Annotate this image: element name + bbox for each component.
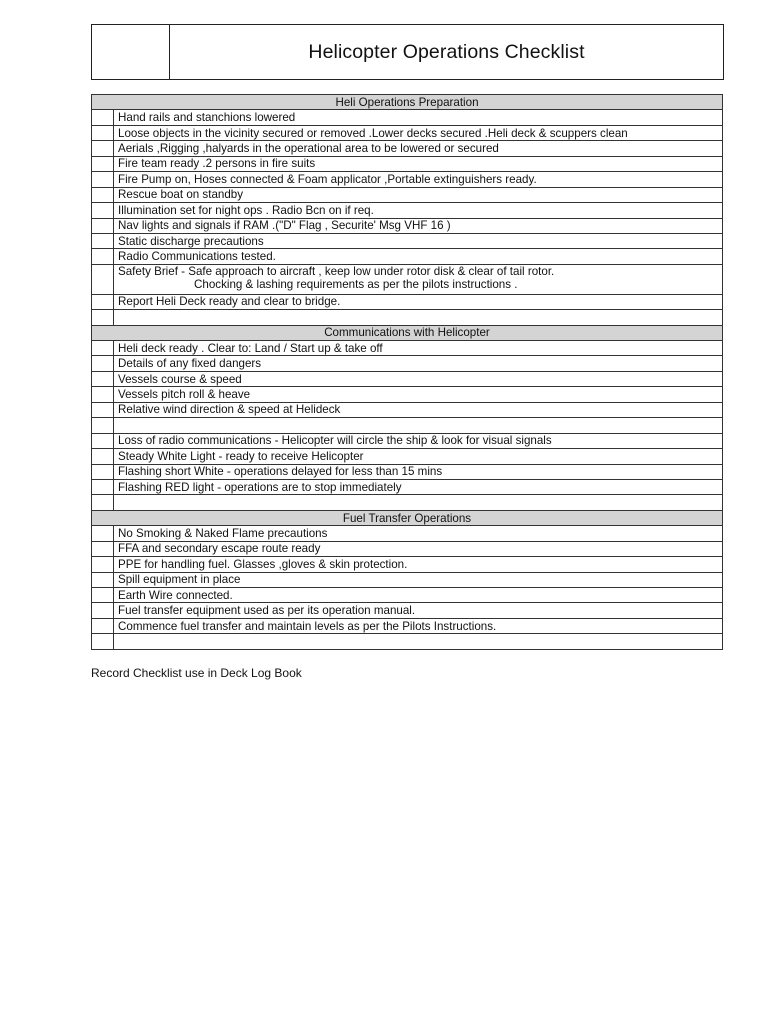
checklist-row xyxy=(92,233,723,248)
checklist-row xyxy=(92,156,723,171)
checkbox-cell[interactable] xyxy=(92,203,114,218)
checkbox-cell[interactable] xyxy=(92,310,114,325)
checkbox-cell[interactable] xyxy=(92,402,114,417)
checklist-row xyxy=(92,402,723,417)
blank-row xyxy=(92,495,723,510)
checklist-item: Aerials ,Rigging ,halyards in the operational area to be lowered or secured xyxy=(114,141,723,156)
checkbox-cell[interactable] xyxy=(92,495,114,510)
checklist-row xyxy=(92,572,723,587)
checkbox-cell[interactable] xyxy=(92,294,114,309)
checklist-item: Loose objects in the vicinity secured or removed .Lower decks secured .Heli deck & scuppers clean xyxy=(114,125,723,140)
checklist-row xyxy=(92,294,723,309)
checklist-item: FFA and secondary escape route ready xyxy=(114,541,723,556)
checklist-row xyxy=(92,479,723,494)
checklist-row-safety-brief xyxy=(92,264,723,294)
checklist-row xyxy=(92,125,723,140)
checklist-row xyxy=(92,249,723,264)
checklist-item: Relative wind direction & speed at Helideck xyxy=(114,402,723,417)
document-header xyxy=(91,24,724,80)
checkbox-cell[interactable] xyxy=(92,218,114,233)
checklist-item: Fuel transfer equipment used as per its operation manual. xyxy=(114,603,723,618)
checklist-item: Details of any fixed dangers xyxy=(114,356,723,371)
safety-brief-line1: Safety Brief - Safe approach to aircraft , keep low under rotor disk & clear of tail rotor. xyxy=(118,264,555,278)
checklist-row xyxy=(92,449,723,464)
checkbox-cell[interactable] xyxy=(92,233,114,248)
section-heading: Fuel Transfer Operations xyxy=(92,510,723,525)
checklist-item: Static discharge precautions xyxy=(114,233,723,248)
checklist-item: PPE for handling fuel. Glasses ,gloves & skin protection. xyxy=(114,557,723,572)
blank-cell xyxy=(114,634,723,649)
blank-cell xyxy=(114,310,723,325)
checkbox-cell[interactable] xyxy=(92,141,114,156)
checkbox-cell[interactable] xyxy=(92,479,114,494)
checklist-item: Earth Wire connected. xyxy=(114,588,723,603)
checklist-row xyxy=(92,526,723,541)
checkbox-cell[interactable] xyxy=(92,588,114,603)
checkbox-cell[interactable] xyxy=(92,634,114,649)
blank-row xyxy=(92,418,723,433)
signal-item: Steady White Light - ready to receive Helicopter xyxy=(114,449,723,464)
checklist-row xyxy=(92,603,723,618)
checkbox-cell[interactable] xyxy=(92,356,114,371)
checkbox-cell[interactable] xyxy=(92,172,114,187)
checklist-row xyxy=(92,464,723,479)
document-title: Helicopter Operations Checklist xyxy=(308,40,585,63)
checkbox-cell[interactable] xyxy=(92,371,114,386)
checkbox-cell[interactable] xyxy=(92,464,114,479)
checklist-item: Report Heli Deck ready and clear to bridge. xyxy=(114,294,723,309)
checkbox-cell[interactable] xyxy=(92,433,114,448)
checklist-row xyxy=(92,218,723,233)
blank-cell xyxy=(114,495,723,510)
checkbox-cell[interactable] xyxy=(92,110,114,125)
checklist-item: Heli deck ready . Clear to: Land / Start up & take off xyxy=(114,341,723,356)
checkbox-cell[interactable] xyxy=(92,187,114,202)
checklist-row xyxy=(92,203,723,218)
checklist-row xyxy=(92,541,723,556)
checklist-row xyxy=(92,341,723,356)
checklist-row xyxy=(92,433,723,448)
checkbox-cell[interactable] xyxy=(92,125,114,140)
footer-note: Record Checklist use in Deck Log Book xyxy=(91,666,302,680)
checklist-item: Commence fuel transfer and maintain levels as per the Pilots Instructions. xyxy=(114,618,723,633)
checkbox-cell[interactable] xyxy=(92,572,114,587)
section-heading: Heli Operations Preparation xyxy=(92,95,723,110)
checklist-row xyxy=(92,172,723,187)
checklist-row xyxy=(92,110,723,125)
checklist-row xyxy=(92,588,723,603)
checklist-item: Vessels pitch roll & heave xyxy=(114,387,723,402)
section-header-row xyxy=(92,325,723,340)
section-header-row xyxy=(92,95,723,110)
checklist-row xyxy=(92,356,723,371)
checklist-table xyxy=(91,94,723,650)
checkbox-cell[interactable] xyxy=(92,526,114,541)
blank-row xyxy=(92,310,723,325)
checklist-item: Fire Pump on, Hoses connected & Foam applicator ,Portable extinguishers ready. xyxy=(114,172,723,187)
checklist-item: Fire team ready .2 persons in fire suits xyxy=(114,156,723,171)
blank-row xyxy=(92,634,723,649)
safety-brief-item xyxy=(114,264,723,294)
signal-item: Loss of radio communications - Helicopter will circle the ship & look for visual signals xyxy=(114,433,723,448)
checklist-item: Illumination set for night ops . Radio Bcn on if req. xyxy=(114,203,723,218)
logo-cell xyxy=(92,25,170,79)
checkbox-cell[interactable] xyxy=(92,341,114,356)
checklist-row xyxy=(92,187,723,202)
checklist-item: Spill equipment in place xyxy=(114,572,723,587)
checklist-item: Nav lights and signals if RAM .("D" Flag , Securite' Msg VHF 16 ) xyxy=(114,218,723,233)
checklist-row xyxy=(92,618,723,633)
checklist-row xyxy=(92,387,723,402)
checkbox-cell[interactable] xyxy=(92,156,114,171)
blank-cell xyxy=(114,418,723,433)
checklist-item: Radio Communications tested. xyxy=(114,249,723,264)
section-header-row xyxy=(92,510,723,525)
checkbox-cell[interactable] xyxy=(92,557,114,572)
checklist-item: Vessels course & speed xyxy=(114,371,723,386)
checkbox-cell[interactable] xyxy=(92,249,114,264)
checkbox-cell[interactable] xyxy=(92,387,114,402)
checkbox-cell[interactable] xyxy=(92,264,114,294)
checklist-row xyxy=(92,371,723,386)
section-heading: Communications with Helicopter xyxy=(92,325,723,340)
checkbox-cell[interactable] xyxy=(92,603,114,618)
checklist-item: No Smoking & Naked Flame precautions xyxy=(114,526,723,541)
signal-item: Flashing short White - operations delayed for less than 15 mins xyxy=(114,464,723,479)
checklist-item: Rescue boat on standby xyxy=(114,187,723,202)
checklist-row xyxy=(92,557,723,572)
checklist-row xyxy=(92,141,723,156)
safety-brief-line2: Chocking & lashing requirements as per the pilots instructions . xyxy=(194,277,518,291)
checkbox-cell[interactable] xyxy=(92,618,114,633)
signal-item: Flashing RED light - operations are to stop immediately xyxy=(114,479,723,494)
checkbox-cell[interactable] xyxy=(92,418,114,433)
checklist-item: Hand rails and stanchions lowered xyxy=(114,110,723,125)
checkbox-cell[interactable] xyxy=(92,541,114,556)
checkbox-cell[interactable] xyxy=(92,449,114,464)
